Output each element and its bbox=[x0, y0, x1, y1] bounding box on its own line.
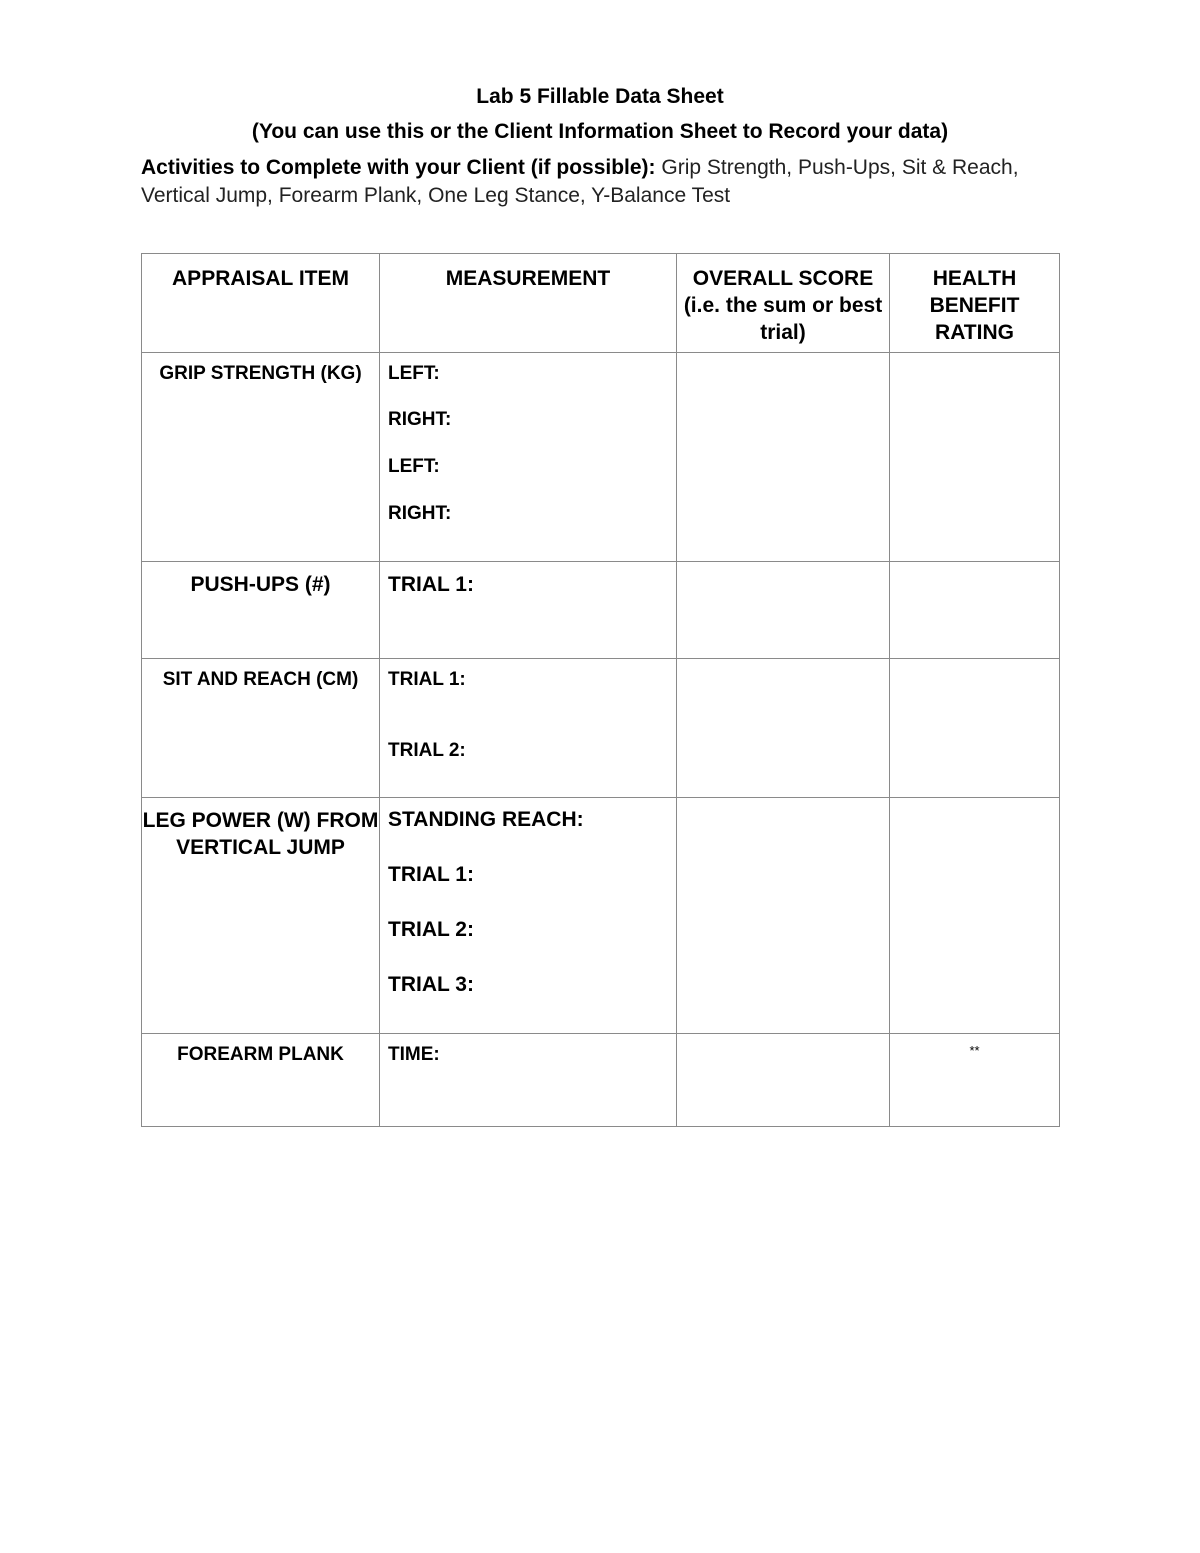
page-subtitle: (You can use this or the Client Information Sheet to Record your data) bbox=[251, 120, 949, 143]
measurement-label: TRIAL 3: bbox=[388, 973, 474, 996]
header-appraisal-item: APPRAISAL ITEM bbox=[142, 254, 380, 353]
measurement-label: LEFT: bbox=[388, 363, 440, 384]
measurement-cell[interactable] bbox=[380, 798, 677, 1034]
measurement-cell[interactable] bbox=[380, 659, 677, 798]
table-header-row bbox=[142, 254, 1060, 353]
measurement-label: TRIAL 1: bbox=[388, 669, 466, 690]
page-title: Lab 5 Fillable Data Sheet bbox=[476, 85, 724, 108]
activities-paragraph bbox=[141, 154, 1066, 210]
measurement-label: TIME: bbox=[388, 1044, 440, 1065]
appraisal-item-cell: PUSH-UPS (#) bbox=[142, 562, 380, 659]
overall-score-cell[interactable] bbox=[677, 798, 890, 1034]
activities-lead: Activities to Complete with your Client (if possible): bbox=[141, 156, 656, 179]
table-row bbox=[142, 562, 1060, 659]
measurement-label: RIGHT: bbox=[388, 409, 452, 430]
appraisal-item-cell: LEG POWER (W) FROM VERTICAL JUMP bbox=[142, 798, 380, 1034]
header-overall-score: OVERALL SCORE (i.e. the sum or best trial) bbox=[677, 254, 890, 353]
header-health-benefit-rating: HEALTH BENEFIT RATING bbox=[890, 254, 1060, 353]
measurement-label: LEFT: bbox=[388, 456, 440, 477]
overall-score-cell[interactable] bbox=[677, 562, 890, 659]
health-rating-cell[interactable] bbox=[890, 798, 1060, 1034]
health-rating-cell[interactable] bbox=[890, 562, 1060, 659]
appraisal-item-cell: FOREARM PLANK bbox=[142, 1034, 380, 1127]
measurement-cell[interactable] bbox=[380, 353, 677, 562]
header-measurement: MEASUREMENT bbox=[380, 254, 677, 353]
appraisal-item-cell: SIT AND REACH (CM) bbox=[142, 659, 380, 798]
appraisal-item-cell: GRIP STRENGTH (KG) bbox=[142, 353, 380, 562]
health-rating-cell[interactable]: ** bbox=[890, 1034, 1060, 1127]
data-sheet-table bbox=[141, 253, 1060, 1127]
measurement-label: TRIAL 1: bbox=[388, 573, 474, 596]
measurement-label: STANDING REACH: bbox=[388, 808, 584, 831]
measurement-label: TRIAL 1: bbox=[388, 863, 474, 886]
activities-list: Grip Strength, Push-Ups, Sit & Reach, Vertical Jump, Forearm Plank, One Leg Stance, Y-Balance Test bbox=[141, 156, 1019, 207]
table-row bbox=[142, 353, 1060, 562]
overall-score-cell[interactable] bbox=[677, 1034, 890, 1127]
overall-score-cell[interactable] bbox=[677, 659, 890, 798]
measurement-label: RIGHT: bbox=[388, 503, 452, 524]
overall-score-cell[interactable] bbox=[677, 353, 890, 562]
table-row bbox=[142, 1034, 1060, 1127]
health-rating-cell[interactable] bbox=[890, 353, 1060, 562]
table-row bbox=[142, 798, 1060, 1034]
measurement-label: TRIAL 2: bbox=[388, 740, 466, 761]
measurement-label: TRIAL 2: bbox=[388, 918, 474, 941]
measurement-cell[interactable] bbox=[380, 1034, 677, 1127]
measurement-cell[interactable] bbox=[380, 562, 677, 659]
table-row bbox=[142, 659, 1060, 798]
health-rating-cell[interactable] bbox=[890, 659, 1060, 798]
